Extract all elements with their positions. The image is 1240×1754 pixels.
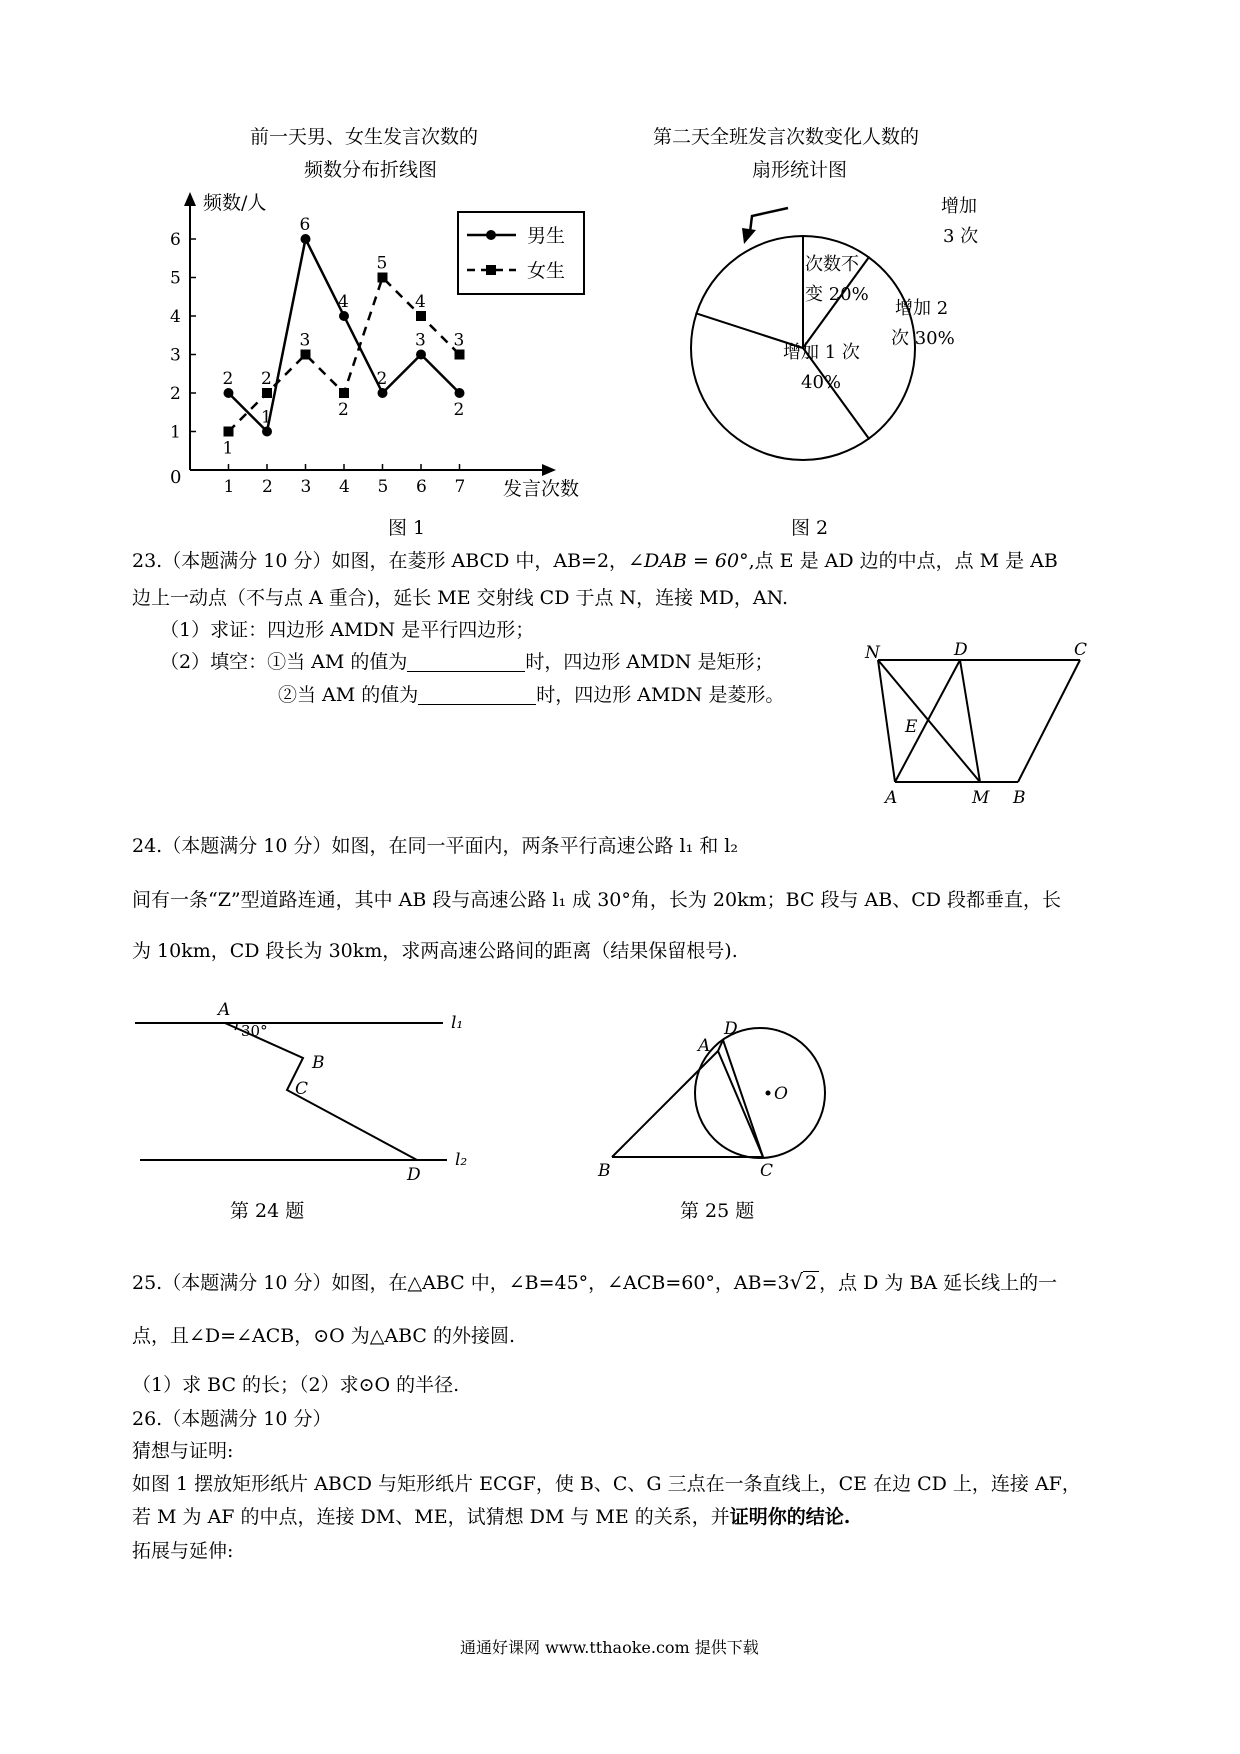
q23-tail: ,点 E 是 AD 边的中点，点 M 是 AB bbox=[748, 550, 1058, 572]
q26-line2: 猜想与证明: bbox=[132, 1440, 234, 1462]
data-point-boys bbox=[378, 388, 388, 398]
data-label: 1 bbox=[261, 407, 272, 428]
pie-label: 次 30% bbox=[891, 328, 955, 349]
chart1-caption: 图 1 bbox=[388, 517, 426, 539]
y-tick-label: 4 bbox=[170, 307, 181, 327]
q23-line2: 边上一动点（不与点 A 重合)，延长 ME 交射线 CD 于点 N，连接 MD，AN. bbox=[132, 587, 789, 609]
data-label: 2 bbox=[453, 400, 465, 420]
chart2-caption: 图 2 bbox=[791, 517, 829, 539]
x-tick-label: 1 bbox=[223, 477, 235, 497]
label-N: N bbox=[865, 643, 880, 663]
q25-line2: 点，且∠D=∠ACB，⊙O 为△ABC 的外接圆. bbox=[132, 1325, 516, 1347]
label-A: A bbox=[698, 1036, 711, 1056]
pie-callout-arrow bbox=[750, 208, 788, 232]
y-tick-label: 3 bbox=[170, 345, 181, 366]
label-D: D bbox=[724, 1019, 738, 1039]
data-label: 4 bbox=[415, 292, 426, 312]
origin-label: 0 bbox=[170, 467, 182, 488]
label-B: B bbox=[1013, 788, 1026, 808]
x-tick-label: 7 bbox=[454, 477, 466, 497]
pie-label: 40% bbox=[801, 372, 842, 393]
x-axis-label: 发言次数 bbox=[503, 478, 580, 500]
label-C: C bbox=[295, 1079, 309, 1099]
q26-line3: 如图 1 摆放矩形纸片 ABCD 与矩形纸片 ECGF，使 B、C、G 三点在一条直线上，CE 在边 CD 上，连接 AF， bbox=[132, 1473, 1081, 1495]
legend-label-boys: 男生 bbox=[527, 225, 566, 247]
y-axis-label: 频数/人 bbox=[203, 192, 267, 214]
pie-chart bbox=[640, 190, 980, 480]
data-label: 4 bbox=[338, 292, 349, 312]
y-tick-label: 1 bbox=[170, 422, 181, 443]
circle-figure bbox=[590, 1005, 850, 1185]
chart2-title-line2: 扇形统计图 bbox=[752, 159, 848, 181]
data-label: 2 bbox=[338, 400, 349, 420]
data-point-girls bbox=[378, 273, 388, 283]
data-point-boys bbox=[339, 311, 349, 321]
legend-marker-boys bbox=[486, 230, 496, 240]
label-A: A bbox=[218, 1000, 231, 1020]
data-point-boys bbox=[224, 388, 234, 398]
q24-line2: 间有一条“Z”型道路连通，其中 AB 段与高速公路 l₁ 成 30°角，长为 20km；BC 段与 AB、CD 段都垂直，长 bbox=[132, 889, 1062, 911]
pie-label: 增加 2 bbox=[895, 298, 949, 319]
x-axis-arrow bbox=[542, 464, 556, 476]
label-A: A bbox=[885, 788, 898, 808]
label-O: O bbox=[774, 1084, 788, 1104]
q23-part2b: ②当 AM 的值为 时，四边形 AMDN 是菱形。 bbox=[278, 684, 785, 706]
label-l2: l₂ bbox=[455, 1150, 468, 1170]
x-tick-label: 4 bbox=[339, 477, 350, 497]
y-tick-label: 6 bbox=[170, 230, 181, 250]
q26-line4: 若 M 为 AF 的中点，连接 DM、ME，试猜想 DM 与 ME 的关系，并证明你的结论. bbox=[132, 1506, 851, 1528]
pie-label: 增加 1 次 bbox=[783, 342, 860, 363]
data-point-boys bbox=[416, 350, 426, 360]
label-D: D bbox=[954, 640, 968, 660]
data-label: 2 bbox=[222, 369, 234, 389]
label-l1: l₁ bbox=[451, 1013, 464, 1033]
label-C: C bbox=[760, 1161, 774, 1181]
data-point-boys bbox=[301, 234, 311, 244]
q23-part2a: （2）填空：①当 AM 的值为 时，四边形 AMDN 是矩形； bbox=[160, 651, 774, 673]
data-label: 1 bbox=[222, 438, 234, 459]
label-D: D bbox=[407, 1165, 421, 1185]
q26-line5: 拓展与延伸: bbox=[132, 1540, 234, 1562]
pie-callout-arrowhead bbox=[742, 228, 756, 244]
data-point-boys bbox=[262, 427, 272, 437]
label-30deg: 30° bbox=[241, 1022, 268, 1040]
zroad-figure bbox=[125, 990, 485, 1185]
pie-label: 变 20% bbox=[805, 284, 869, 305]
data-point-girls bbox=[455, 350, 465, 360]
data-label: 3 bbox=[453, 330, 465, 351]
label-M: M bbox=[972, 788, 990, 808]
data-label: 3 bbox=[299, 330, 311, 351]
answer-blank-1[interactable] bbox=[407, 653, 525, 672]
x-tick-label: 5 bbox=[377, 477, 389, 497]
label-C: C bbox=[1074, 640, 1088, 660]
sqrt-two: √ 2 bbox=[789, 1270, 818, 1294]
q23-angle: ∠DAB = 60° bbox=[628, 550, 749, 572]
q24-caption: 第 24 题 bbox=[230, 1200, 305, 1222]
q24-line3: 为 10km，CD 段长为 30km，求两高速公路间的距离（结果保留根号). bbox=[132, 940, 738, 962]
q23-head: 23.（本题满分 10 分）如图，在菱形 ABCD 中，AB=2， bbox=[132, 550, 629, 572]
rhombus-figure bbox=[860, 640, 1100, 810]
chart2-title-line1: 第二天全班发言次数变化人数的 bbox=[653, 126, 920, 148]
pie-label: 次数不 bbox=[805, 254, 859, 275]
label-B: B bbox=[312, 1053, 325, 1073]
x-tick-label: 2 bbox=[262, 477, 273, 497]
data-point-girls bbox=[262, 388, 272, 398]
data-label: 2 bbox=[261, 369, 272, 389]
pie-label: 增加 bbox=[941, 196, 977, 217]
label-B: B bbox=[598, 1161, 611, 1181]
data-label: 6 bbox=[299, 215, 311, 235]
pie-label: 3 次 bbox=[943, 226, 979, 247]
q26-line1: 26.（本题满分 10 分） bbox=[132, 1408, 332, 1430]
data-point-girls bbox=[224, 427, 234, 437]
chart1-title-line1: 前一天男、女生发言次数的 bbox=[250, 126, 479, 148]
data-point-girls bbox=[416, 311, 426, 321]
y-axis-arrow bbox=[184, 192, 196, 206]
q23-line1 bbox=[132, 552, 1058, 571]
legend-marker-girls bbox=[486, 265, 496, 275]
data-point-girls bbox=[339, 388, 349, 398]
data-label: 2 bbox=[376, 369, 388, 389]
answer-blank-2[interactable] bbox=[418, 686, 536, 705]
q25-line3: （1）求 BC 的长；（2）求⊙O 的半径. bbox=[132, 1374, 460, 1396]
q25-line1: 25.（本题满分 10 分）如图，在△ABC 中，∠B=45°，∠ACB=60°，AB=3√ 2 ，点 D 为 BA 延长线上的一 bbox=[132, 1270, 1058, 1294]
legend-label-girls: 女生 bbox=[527, 260, 566, 282]
footer: 通通好课网 www.tthaoke.com 提供下载 bbox=[460, 1638, 759, 1657]
q24-line1: 24.（本题满分 10 分）如图，在同一平面内，两条平行高速公路 l₁ 和 l₂ bbox=[132, 835, 738, 857]
y-tick-label: 2 bbox=[170, 384, 181, 404]
data-label: 3 bbox=[415, 330, 426, 351]
x-tick-label: 3 bbox=[300, 477, 312, 497]
data-point-boys bbox=[455, 388, 465, 398]
data-label: 5 bbox=[376, 253, 388, 274]
q25-caption: 第 25 题 bbox=[680, 1200, 755, 1222]
label-E: E bbox=[905, 717, 918, 737]
chart1-title-line2: 频数分布折线图 bbox=[304, 159, 438, 181]
data-point-girls bbox=[301, 350, 311, 360]
legend-box bbox=[458, 212, 584, 294]
y-tick-label: 5 bbox=[170, 268, 181, 289]
q23-part1: （1）求证：四边形 AMDN 是平行四边形； bbox=[160, 619, 535, 641]
x-tick-label: 6 bbox=[416, 477, 427, 497]
line-chart bbox=[0, 0, 620, 540]
